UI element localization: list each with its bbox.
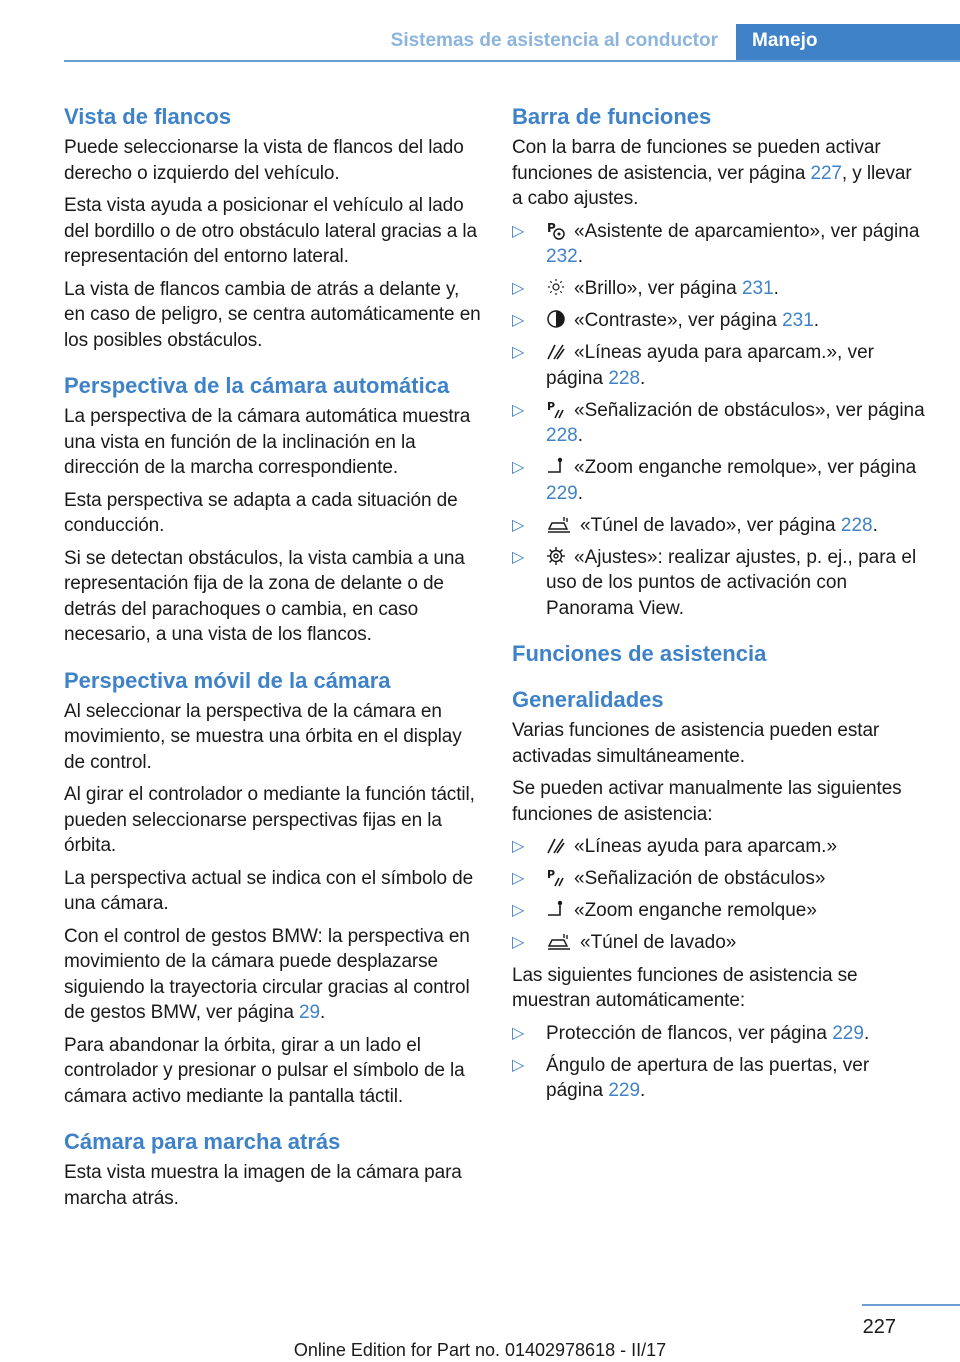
right-column	[512, 102, 926, 1111]
heading-vista-flancos: Vista de flancos	[64, 104, 232, 129]
triangle-bullet-icon: ▷	[512, 1024, 525, 1042]
paragraph: La perspectiva de la cámara automática muestra una vista en función de la inclinación en la dirección de la marcha correspondiente.	[64, 406, 471, 478]
header-section-title: Sistemas de asistencia al conductor	[390, 30, 718, 51]
page-link[interactable]: 227	[810, 162, 842, 184]
heading-funciones-asistencia: Funciones de asistencia	[512, 641, 767, 666]
triangle-bullet-icon: ▷	[512, 401, 525, 419]
heading-barra-funciones: Barra de funciones	[512, 104, 712, 129]
svg-text:P: P	[547, 399, 556, 413]
parking-lines-icon	[546, 835, 566, 855]
function-bar-list	[512, 219, 926, 622]
page-link[interactable]: 229	[546, 482, 578, 504]
paragraph: Para abandonar la órbita, girar a un lado el controlador y presionar o pulsar el símbolo de la cámara activo mediante la pantalla táctil.	[64, 1034, 465, 1107]
list-item: ▷ «Contraste», ver página 231.	[512, 308, 926, 334]
heading-perspectiva-automatica: Perspectiva de la cámara automática	[64, 373, 450, 398]
triangle-bullet-icon: ▷	[512, 312, 525, 329]
triangle-bullet-icon: ▷	[512, 1056, 525, 1074]
paragraph: Se pueden activar manualmente las siguientes funciones de asistencia:	[512, 778, 902, 825]
paragraph: Si se detectan obstáculos, la vista cambia a una representación fija de la zona de delante o de detrás del parachoques o cambia, en caso necesario, a una vista de los flancos.	[64, 547, 465, 645]
list-item: ▷ «Ajustes»: realizar ajustes, p. ej., para el uso de los puntos de activación con Panorama View.	[512, 546, 917, 619]
header-rule	[64, 60, 960, 62]
heading-perspectiva-movil: Perspectiva móvil de la cámara	[64, 667, 391, 693]
parking-assistant-icon	[546, 220, 566, 240]
paragraph: Al girar el controlador o mediante la función táctil, pueden seleccionarse perspectivas fijas en la órbita.	[64, 784, 475, 856]
trailer-hitch-zoom-icon	[546, 899, 566, 919]
triangle-bullet-icon: ▷	[512, 902, 525, 919]
car-wash-icon	[546, 931, 572, 951]
triangle-bullet-icon: ▷	[512, 838, 525, 855]
list-item: ▷ «Brillo», ver página 231.	[512, 276, 926, 302]
page-link[interactable]: 229	[608, 1080, 641, 1101]
triangle-bullet-icon: ▷	[512, 280, 525, 297]
gear-icon	[546, 546, 566, 566]
page-number: 227	[862, 1316, 896, 1338]
list-item: ▷ Protección de flancos, ver página 229.	[512, 1021, 926, 1047]
svg-text:P: P	[547, 220, 556, 235]
page-header	[64, 24, 960, 62]
trailer-hitch-zoom-icon	[546, 456, 566, 476]
triangle-bullet-icon: ▷	[512, 934, 525, 951]
page-link[interactable]: 29	[299, 1002, 320, 1023]
triangle-bullet-icon: ▷	[512, 222, 525, 240]
automatic-functions-list	[512, 1021, 926, 1104]
page-link[interactable]: 229	[832, 1022, 864, 1044]
list-item: ▷ «Zoom enganche remolque», ver página 229.	[512, 457, 917, 504]
list-item: ▷ «Líneas ayuda para aparcam.», ver página 228.	[512, 342, 874, 389]
footer-rule	[862, 1304, 960, 1306]
list-item: ▷ P «Asistente de aparcamiento», ver página 232.	[512, 220, 920, 267]
manual-functions-list	[512, 834, 926, 956]
page-link[interactable]: 228	[840, 514, 873, 536]
list-item: ▷ «Zoom enganche remolque»	[512, 898, 926, 924]
header-chapter-tab: Manejo	[736, 24, 960, 62]
svg-text:P: P	[547, 868, 556, 881]
page-link[interactable]: 228	[608, 367, 641, 389]
triangle-bullet-icon: ▷	[512, 548, 525, 566]
paragraph: Con la barra de funciones se pueden activar funciones de asistencia, ver página 227, y llevar a cabo ajustes.	[512, 137, 912, 209]
contrast-icon	[546, 309, 566, 329]
parking-lines-icon	[546, 341, 566, 361]
paragraph: Esta vista ayuda a posicionar el vehículo al lado del bordillo o de otro obstáculo lateral gracias a la representación del entorno lateral.	[64, 195, 477, 267]
list-item: ▷ «Túnel de lavado», ver página 228.	[512, 513, 926, 539]
obstacle-marking-icon	[546, 867, 566, 887]
list-item: ▷ P «Señalización de obstáculos»	[512, 866, 926, 892]
page-link[interactable]: 232	[546, 246, 578, 267]
page-link[interactable]: 231	[782, 310, 814, 331]
paragraph: Esta vista muestra la imagen de la cámara para marcha atrás.	[64, 1162, 462, 1209]
list-item: ▷ «Túnel de lavado»	[512, 930, 926, 956]
heading-camara-marcha-atras: Cámara para marcha atrás	[64, 1129, 341, 1154]
paragraph: Varias funciones de asistencia pueden estar activadas simultáneamente.	[512, 720, 880, 767]
page-link[interactable]: 231	[741, 278, 774, 299]
paragraph: Las siguientes funciones de asistencia se muestran automáticamente:	[512, 964, 858, 1011]
paragraph: Con el control de gestos BMW: la perspectiva en movimiento de la cámara puede desplazarse siguiendo la trayectoria circular gracias al control de gestos BMW, ver página 29.	[64, 925, 470, 1023]
page-link[interactable]: 228	[546, 425, 578, 446]
triangle-bullet-icon: ▷	[512, 516, 525, 534]
triangle-bullet-icon: ▷	[512, 459, 525, 476]
car-wash-icon	[546, 514, 572, 534]
brightness-icon	[546, 277, 566, 297]
heading-generalidades: Generalidades	[512, 687, 664, 712]
list-item: ▷ P «Señalización de obstáculos», ver página 228.	[512, 399, 925, 446]
list-item: ▷ «Líneas ayuda para aparcam.»	[512, 834, 926, 860]
list-item: ▷ Ángulo de apertura de las puertas, ver página 229.	[512, 1054, 870, 1101]
obstacle-marking-icon	[546, 399, 566, 419]
left-column	[64, 102, 482, 1218]
paragraph: Puede seleccionarse la vista de flancos del lado derecho o izquierdo del vehículo.	[64, 137, 464, 184]
paragraph: Al seleccionar la perspectiva de la cámara en movimiento, se muestra una órbita en el display de control.	[64, 700, 462, 773]
paragraph: La perspectiva actual se indica con el símbolo de una cámara.	[64, 867, 474, 914]
triangle-bullet-icon: ▷	[512, 870, 525, 887]
footer-edition-note: Online Edition for Part no. 01402978618 - II/17	[293, 1340, 667, 1360]
triangle-bullet-icon: ▷	[512, 344, 525, 361]
paragraph: La vista de flancos cambia de atrás a delante y, en caso de peligro, se centra automáticamente en los posibles obstáculos.	[64, 278, 481, 351]
paragraph: Esta perspectiva se adapta a cada situación de conducción.	[64, 489, 458, 536]
